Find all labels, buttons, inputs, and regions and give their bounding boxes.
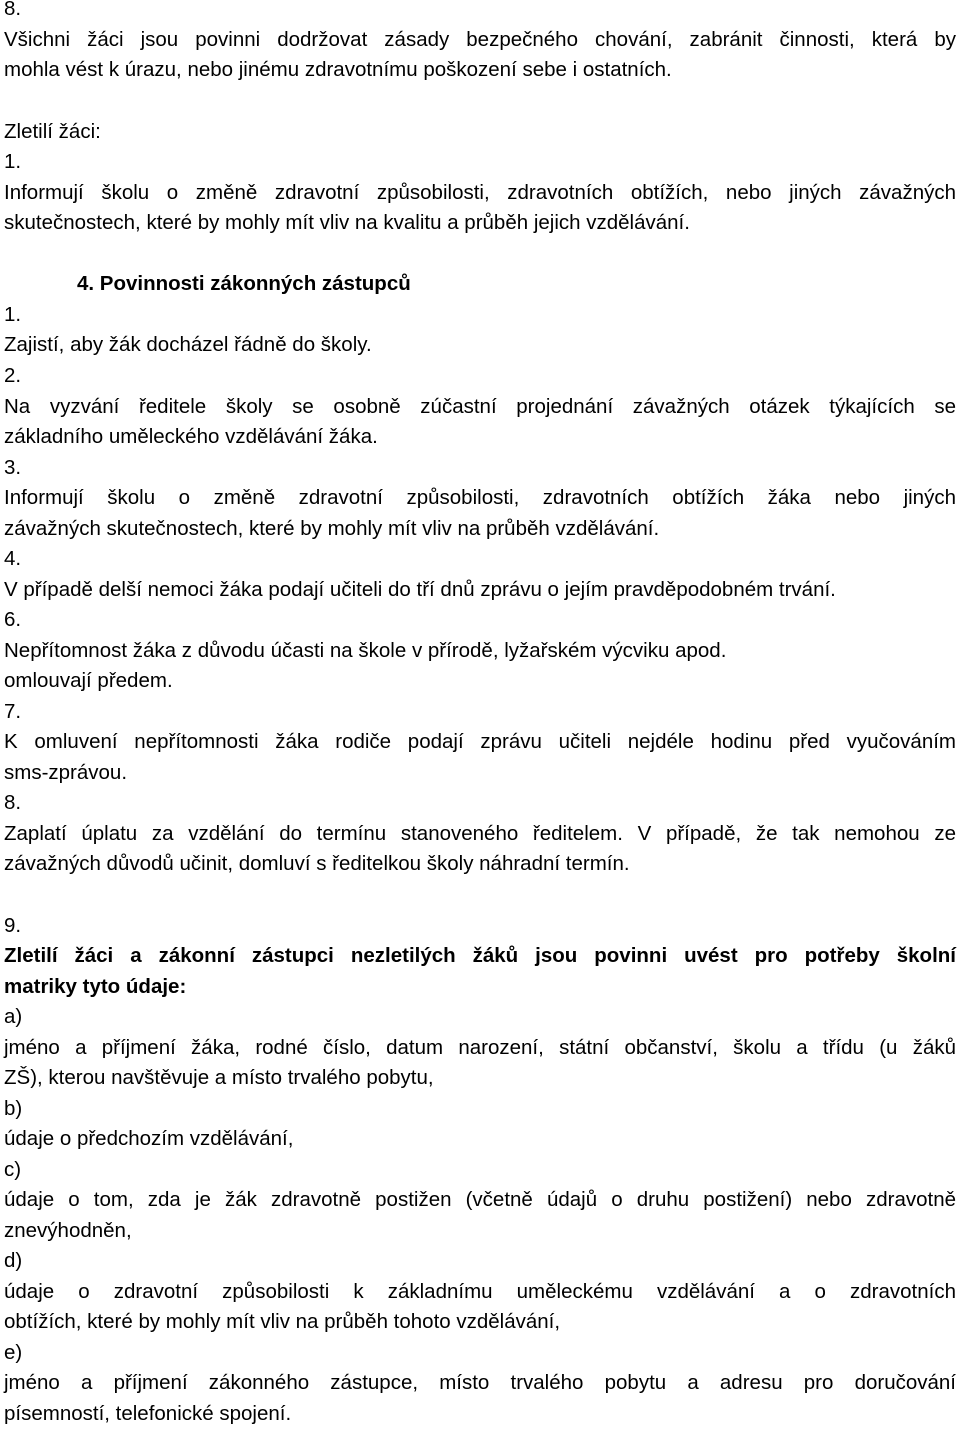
list-item: Zaplatí úplatu za vzdělání do termínu stanoveného ředitelem. V případě, že tak nemohou ze <box>4 822 956 845</box>
list-item: závažných skutečnostech, které by mohly mít vliv na průběh vzdělávání. <box>4 517 660 540</box>
item-number: 7. <box>4 700 22 723</box>
list-item: údaje o tom, zda je žák zdravotně postižen (včetně údajů o druhu postižení) nebo zdravotně <box>4 1188 956 1211</box>
item-label: b) <box>4 1097 23 1120</box>
list-item: jméno a příjmení žáka, rodné číslo, datum narození, státní občanství, školu a třídu (u žáků <box>4 1036 956 1059</box>
list-item: písemností, telefonické spojení. <box>4 1402 292 1425</box>
paragraph-line: Všichni žáci jsou povinni dodržovat zásady bezpečného chování, zabránit činnosti, která by <box>4 28 956 51</box>
item-label: a) <box>4 1005 23 1028</box>
list-item: omlouvají předem. <box>4 669 173 692</box>
list-item: základního uměleckého vzdělávání žáka. <box>4 425 378 448</box>
list-item: Informují školu o změně zdravotní způsobilosti, zdravotních obtížích žáka nebo jiných <box>4 486 956 509</box>
list-item: jméno a příjmení zákonného zástupce, místo trvalého pobytu a adresu pro doručování <box>4 1371 956 1394</box>
list-item: údaje o zdravotní způsobilosti k základnímu uměleckému vzdělávání a o zdravotních <box>4 1280 956 1303</box>
section-heading: matriky tyto údaje: <box>4 975 187 998</box>
item-label: d) <box>4 1249 23 1272</box>
list-item: znevýhodněn, <box>4 1219 132 1242</box>
list-item: Na vyzvání ředitele školy se osobně zúčastní projednání závažných otázek týkajících se <box>4 395 956 418</box>
item-label: c) <box>4 1158 22 1181</box>
list-item: K omluvení nepřítomnosti žáka rodiče podají zprávu učiteli nejdéle hodinu před vyučováním <box>4 730 956 753</box>
item-number: 8. <box>4 791 22 814</box>
paragraph-line: Informují školu o změně zdravotní způsobilosti, zdravotních obtížích, nebo jiných závažných <box>4 181 956 204</box>
section-number: 8. <box>4 0 22 20</box>
list-item: V případě delší nemoci žáka podají učiteli do tří dnů zprávu o jejím pravděpodobném trvání. <box>4 578 836 601</box>
item-number: 2. <box>4 364 22 387</box>
list-item: obtížích, které by mohly mít vliv na průběh tohoto vzdělávání, <box>4 1310 561 1333</box>
section-number: 9. <box>4 914 22 937</box>
list-item: sms-zprávou. <box>4 761 128 784</box>
list-item: údaje o předchozím vzdělávání, <box>4 1127 294 1150</box>
list-item: Zajistí, aby žák docházel řádně do školy. <box>4 333 372 356</box>
item-label: e) <box>4 1341 23 1364</box>
paragraph-line: mohla vést k úrazu, nebo jinému zdravotnímu poškození sebe i ostatních. <box>4 58 672 81</box>
list-item: závažných důvodů učinit, domluví s ředitelkou školy náhradní termín. <box>4 852 630 875</box>
adult-students-heading: Zletilí žáci: <box>4 120 101 143</box>
paragraph-line: skutečnostech, které by mohly mít vliv na kvalitu a průběh jejich vzdělávání. <box>4 211 690 234</box>
section-heading: 4. Povinnosti zákonných zástupců <box>77 272 411 295</box>
list-item: Nepřítomnost žáka z důvodu účasti na škole v přírodě, lyžařském výcviku apod. <box>4 639 727 662</box>
section-heading: Zletilí žáci a zákonní zástupci nezletilých žáků jsou povinni uvést pro potřeby školní <box>4 944 956 967</box>
list-item: ZŠ), kterou navštěvuje a místo trvalého pobytu, <box>4 1066 434 1089</box>
item-number: 1. <box>4 150 22 173</box>
item-number: 1. <box>4 303 22 326</box>
item-number: 6. <box>4 608 22 631</box>
item-number: 3. <box>4 456 22 479</box>
item-number: 4. <box>4 547 22 570</box>
